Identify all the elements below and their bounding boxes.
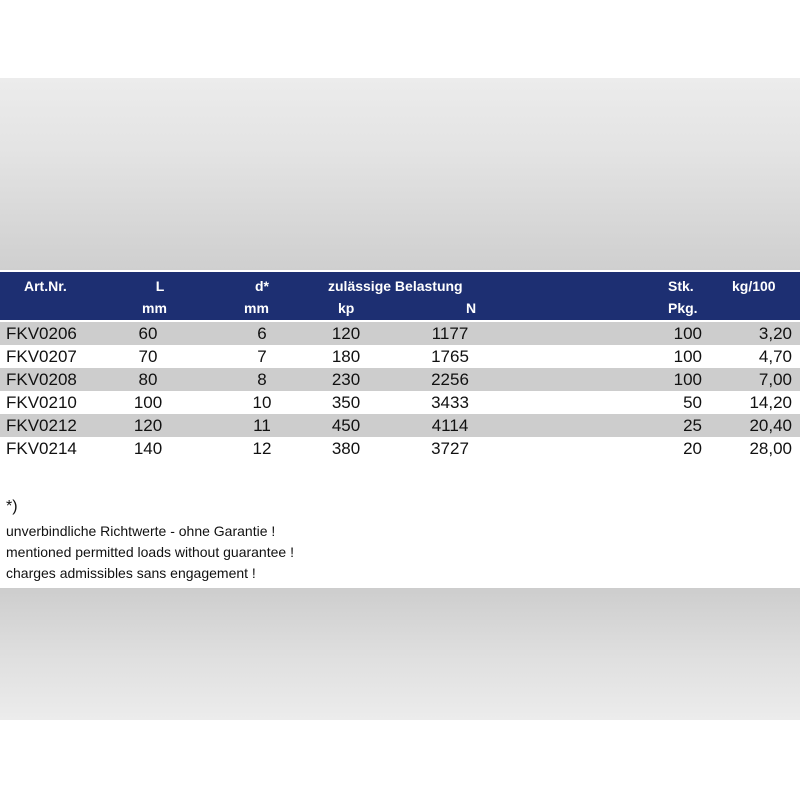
cell-weight: 3,20 bbox=[758, 324, 792, 343]
header-art-nr: Art.Nr. bbox=[24, 278, 67, 294]
cell-length: 120 bbox=[133, 416, 163, 435]
cell-art-nr: FKV0208 bbox=[6, 370, 77, 389]
header-diameter-unit: mm bbox=[244, 300, 269, 316]
header-permitted-load: zulässige Belastung bbox=[328, 278, 463, 294]
top-gradient-band bbox=[0, 78, 800, 270]
cell-diameter: 6 bbox=[257, 324, 267, 343]
cell-diameter: 7 bbox=[257, 347, 267, 366]
header-kp: kp bbox=[338, 300, 355, 316]
cell-pieces: 100 bbox=[673, 347, 702, 366]
cell-pieces: 20 bbox=[683, 439, 702, 458]
cell-pieces: 25 bbox=[683, 416, 702, 435]
cell-kp: 450 bbox=[331, 416, 361, 435]
cell-weight: 20,40 bbox=[749, 416, 792, 435]
note-english: mentioned permitted loads without guarantee ! bbox=[6, 544, 294, 560]
cell-diameter: 12 bbox=[252, 439, 272, 458]
cell-newton: 1177 bbox=[431, 324, 469, 343]
bottom-gradient-band bbox=[0, 588, 800, 720]
cell-length: 80 bbox=[138, 370, 158, 389]
cell-weight: 28,00 bbox=[749, 439, 792, 458]
cell-length: 70 bbox=[138, 347, 158, 366]
cell-weight: 14,20 bbox=[749, 393, 792, 412]
table-row bbox=[0, 437, 800, 460]
cell-pieces: 100 bbox=[673, 370, 702, 389]
cell-art-nr: FKV0210 bbox=[6, 393, 77, 412]
table-row bbox=[0, 368, 800, 391]
cell-newton: 1765 bbox=[431, 347, 469, 366]
cell-newton: 4114 bbox=[431, 416, 469, 435]
cell-diameter: 11 bbox=[253, 416, 271, 435]
cell-diameter: 8 bbox=[257, 370, 267, 389]
header-package: Pkg. bbox=[668, 300, 698, 316]
cell-art-nr: FKV0207 bbox=[6, 347, 77, 366]
cell-newton: 3433 bbox=[431, 393, 469, 412]
header-length: L bbox=[155, 278, 165, 294]
cell-length: 60 bbox=[138, 324, 158, 343]
cell-art-nr: FKV0206 bbox=[6, 324, 77, 343]
cell-newton: 3727 bbox=[431, 439, 469, 458]
cell-length: 140 bbox=[133, 439, 163, 458]
header-pieces: Stk. bbox=[668, 278, 694, 294]
table-row bbox=[0, 414, 800, 437]
table-header bbox=[0, 272, 800, 320]
header-length-unit: mm bbox=[142, 300, 167, 316]
table-row bbox=[0, 345, 800, 368]
cell-diameter: 10 bbox=[252, 393, 272, 412]
note-german: unverbindliche Richtwerte - ohne Garantie ! bbox=[6, 523, 276, 539]
note-mark: *) bbox=[6, 498, 18, 515]
header-weight: kg/100 bbox=[732, 278, 776, 294]
cell-length: 100 bbox=[133, 393, 163, 412]
cell-art-nr: FKV0214 bbox=[6, 439, 77, 458]
cell-kp: 380 bbox=[331, 439, 361, 458]
cell-weight: 7,00 bbox=[758, 370, 792, 389]
cell-kp: 230 bbox=[331, 370, 361, 389]
cell-art-nr: FKV0212 bbox=[6, 416, 77, 435]
cell-weight: 4,70 bbox=[758, 347, 792, 366]
disclaimer-notes bbox=[6, 496, 294, 584]
cell-pieces: 50 bbox=[683, 393, 702, 412]
header-diameter: d* bbox=[255, 278, 269, 294]
cell-pieces: 100 bbox=[673, 324, 702, 343]
table-row bbox=[0, 391, 800, 414]
cell-newton: 2256 bbox=[431, 370, 469, 389]
table-row bbox=[0, 322, 800, 345]
cell-kp: 350 bbox=[331, 393, 361, 412]
header-newton: N bbox=[466, 300, 477, 316]
note-french: charges admissibles sans engagement ! bbox=[6, 565, 256, 581]
cell-kp: 120 bbox=[331, 324, 361, 343]
cell-kp: 180 bbox=[331, 347, 361, 366]
